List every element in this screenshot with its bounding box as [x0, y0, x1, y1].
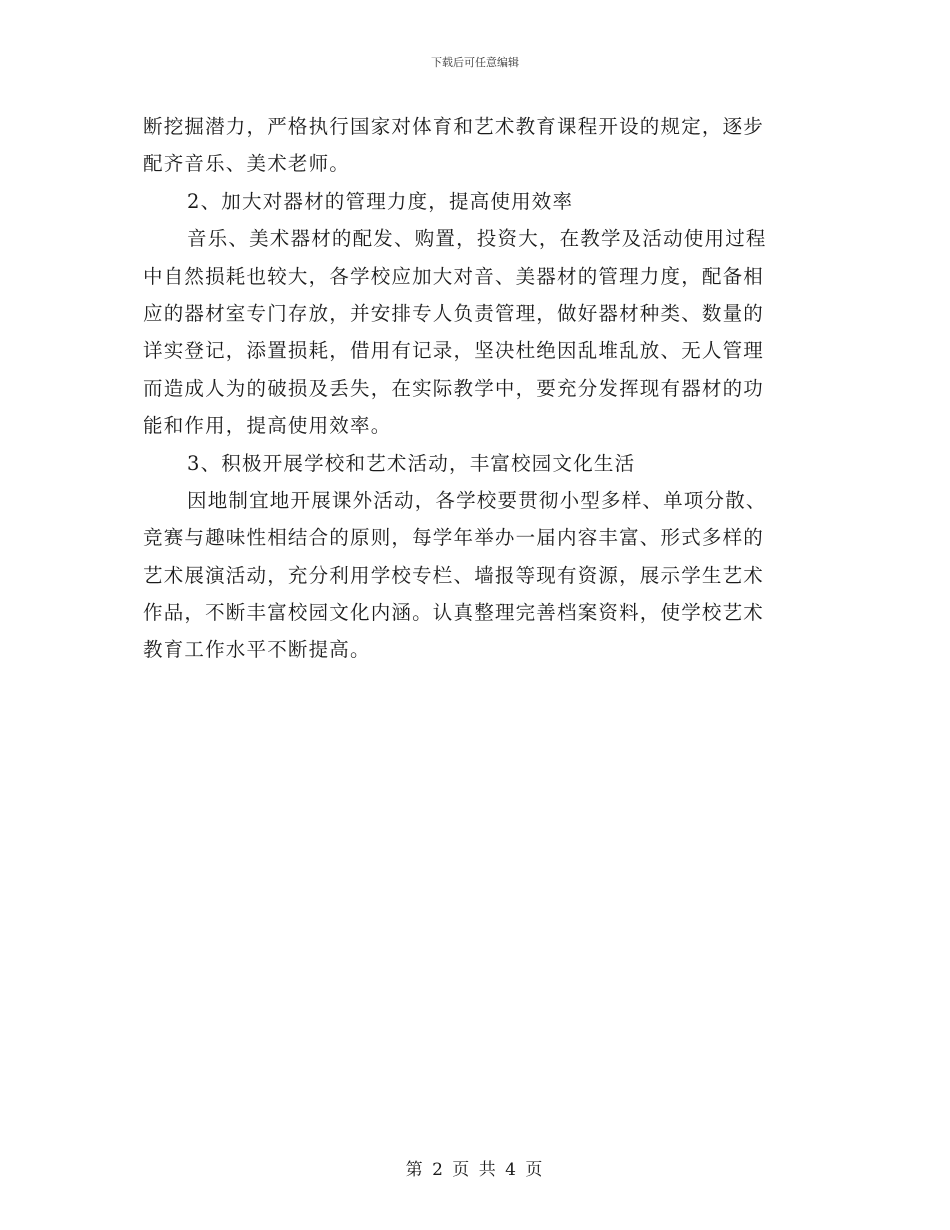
section-heading: 2、加大对器材的管理力度，提高使用效率 — [187, 189, 574, 213]
body-line: 详实登记，添置损耗，借用有记录，坚决杜绝因乱堆乱放、无人管理 — [143, 339, 765, 363]
body-line: 因地制宜地开展课外活动，各学校要贯彻小型多样、单项分散、 — [187, 488, 767, 512]
body-line: 断挖掘潜力，严格执行国家对体育和艺术教育课程开设的规定，逐步 — [143, 115, 765, 138]
body-line: 音乐、美术器材的配发、购置，投资大，在教学及活动使用过程 — [187, 227, 767, 251]
body-line: 艺术展演活动，充分利用学校专栏、墙报等现有资源，展示学生艺术 — [143, 563, 765, 587]
page-header: 下载后可任意编辑 — [431, 56, 519, 69]
page-number: 第 2 页 共 4 页 — [405, 1160, 545, 1180]
section-heading: 3、积极开展学校和艺术活动，丰富校园文化生活 — [187, 451, 636, 475]
body-line: 作品，不断丰富校园文化内涵。认真整理完善档案资料，使学校艺术 — [143, 601, 765, 625]
body-line: 而造成人为的破损及丢失，在实际教学中，要充分发挥现有器材的功 — [143, 376, 765, 400]
body-line: 应的器材室专门存放，并安排专人负责管理，做好器材种类、数量的 — [143, 301, 765, 325]
body-line: 能和作用，提高使用效率。 — [143, 414, 392, 438]
body-line: 教育工作水平不断提高。 — [143, 638, 371, 662]
body-line: 配齐音乐、美术老师。 — [143, 152, 351, 176]
document-body — [143, 108, 807, 669]
body-line: 竞赛与趣味性相结合的原则，每学年举办一届内容丰富、形式多样的 — [143, 526, 765, 550]
body-line: 中自然损耗也较大，各学校应加大对音、美器材的管理力度，配备相 — [143, 264, 765, 288]
